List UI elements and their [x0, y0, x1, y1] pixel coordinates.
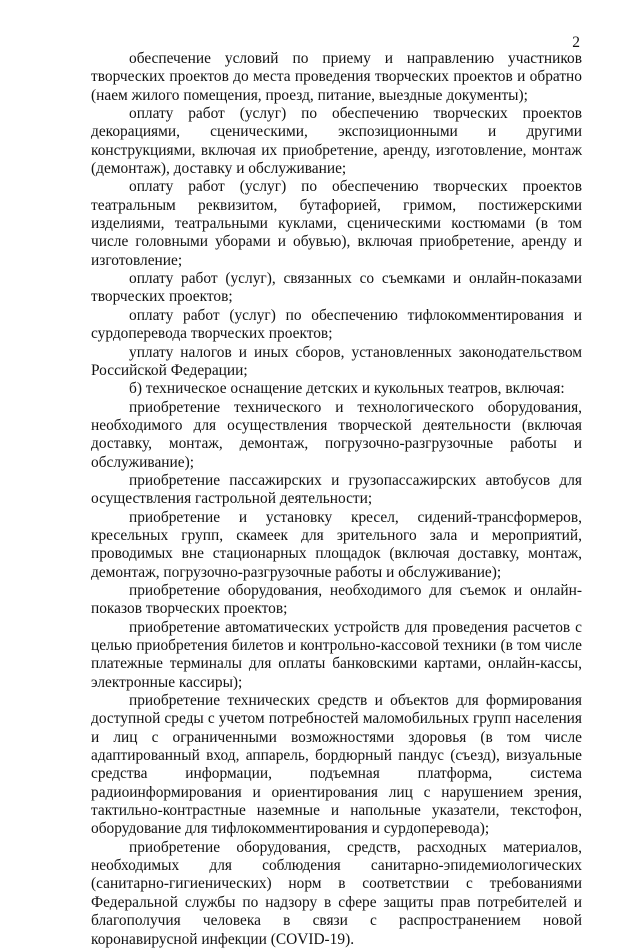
paragraph: приобретение технических средств и объектов для формирования доступной среды с учетом потребностей маломобильных групп населения и лиц с ограниченными возможностями здоровья (в том числе адаптированный вход, аппарель, бордюрный пандус (съезд), визуальные средства информации, подъемная платформа, система радиоинформирования и ориентирования лиц с нарушением зрения, тактильно-контрастные наземные и напольные указатели, текстофон, оборудование для тифлокомментирования и сурдоперевода);	[91, 692, 582, 838]
document-body	[91, 50, 582, 949]
paragraph: приобретение пассажирских и грузопассажирских автобусов для осуществления гастрольной деятельности;	[91, 471, 582, 508]
paragraph: оплату работ (услуг), связанных со съемками и онлайн-показами творческих проектов;	[91, 270, 582, 306]
paragraph: оплату работ (услуг) по обеспечению тифлокомментирования и сурдоперевода творческих проектов;	[91, 306, 582, 343]
paragraph: оплату работ (услуг) по обеспечению творческих проектов театральным реквизитом, бутафорией, гримом, постижерскими изделиями, театральными куклами, сценическими костюмами (в том числе головными уборами и обувью), включая приобретение, аренду и изготовление;	[91, 178, 582, 269]
paragraph: уплату налогов и иных сборов, установленных законодательством Российской Федерации;	[91, 343, 582, 379]
paragraph: приобретение технического и технологического оборудования, необходимого для осуществления творческой деятельности (включая доставку, монтаж, демонтаж, погрузочно-разгрузочные работы и обслуживание);	[91, 398, 582, 471]
paragraph: приобретение и установку кресел, сидений-трансформеров, кресельных групп, скамеек для зрительного зала и мероприятий, проводимых вне стационарных площадок (включая доставку, монтаж, демонтаж, погрузочно-разгрузочные работы и обслуживание);	[91, 508, 582, 581]
paragraph: обеспечение условий по приему и направлению участников творческих проектов до места проведения творческих проектов и обратно (наем жилого помещения, проезд, питание, выездные документы);	[91, 50, 582, 104]
paragraph: приобретение оборудования, средств, расходных материалов, необходимых для соблюдения санитарно-эпидемиологических (санитарно-гигиенических) норм в соответствии с требованиями Федеральной службы по надзору в сфере защиты прав потребителей и благополучия человека в связи с распространением новой коронавирусной инфекции (COVID-19).	[91, 838, 582, 948]
paragraph: оплату работ (услуг) по обеспечению творческих проектов декорациями, сценическими, экспозиционными и другими конструкциями, включая их приобретение, аренду, изготовление, монтаж (демонтаж), доставку и обслуживание;	[91, 105, 582, 178]
page-number: 2	[572, 34, 580, 51]
section-heading-paragraph: б) техническое оснащение детских и кукольных театров, включая:	[129, 380, 565, 398]
paragraph: приобретение оборудования, необходимого для съемок и онлайн-показов творческих проектов;	[91, 581, 582, 618]
paragraph: приобретение автоматических устройств для проведения расчетов с целью приобретения билетов и контрольно-кассовой техники (в том числе платежные терминалы для оплаты банковскими картами, онлайн-кассы, электронные кассиры);	[91, 618, 582, 691]
